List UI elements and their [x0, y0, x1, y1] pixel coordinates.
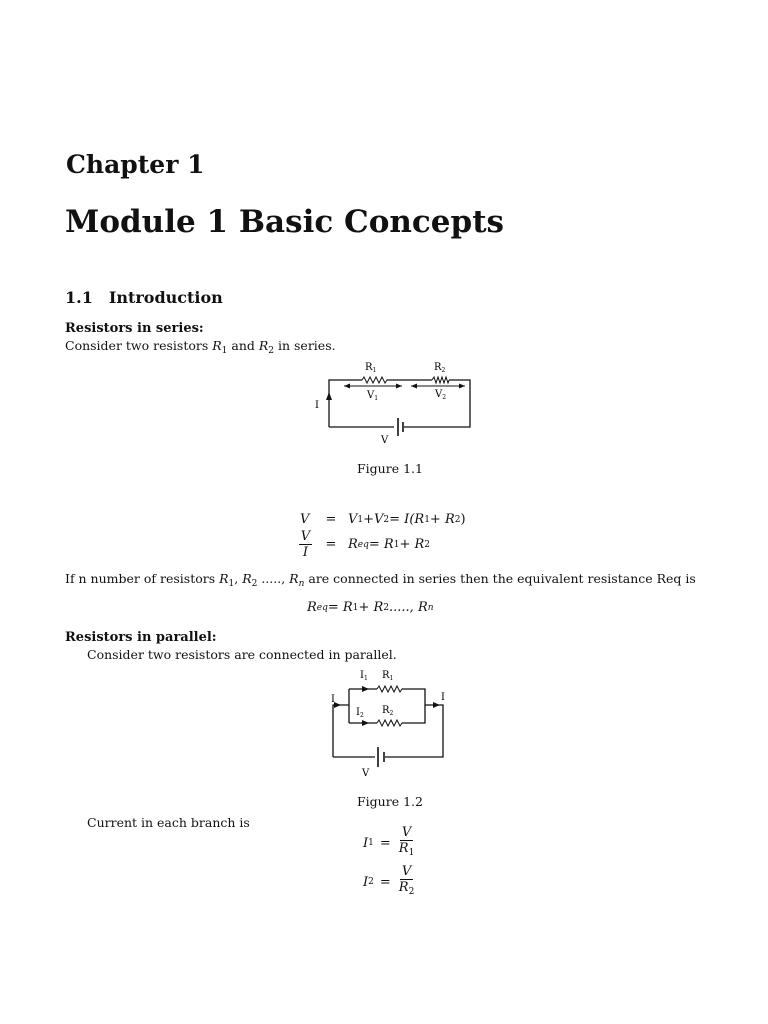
series-intro-r1: R — [212, 338, 222, 353]
section-title: Introduction — [108, 288, 223, 307]
eq-i2-den-r: R — [398, 880, 409, 895]
eq-i1-den-r: R — [398, 841, 409, 856]
eq2-rel: = — [325, 537, 337, 552]
section-heading — [65, 288, 223, 307]
eq-i2-den-sub: 2 — [408, 887, 415, 897]
eq3-n-sub: n — [427, 602, 434, 613]
eq2-fraction — [297, 529, 314, 560]
eq2-num: V — [300, 529, 311, 544]
figure-1-caption: Figure 1.1 — [357, 461, 423, 476]
eq-i2-lhs: I — [363, 874, 369, 890]
series-intro-r2-sub: 2 — [268, 346, 275, 356]
fig2-i2-label: $I_2$ — [356, 707, 364, 719]
general-dots: ....., — [257, 571, 290, 586]
eq1-a-sub: 1 — [357, 514, 364, 525]
eq3-rest: = R — [327, 600, 353, 615]
eq-i1-lhs-sub: 1 — [368, 838, 374, 848]
eq1-rest2: + R — [429, 512, 455, 527]
series-equation-3 — [307, 600, 434, 615]
series-heading: Resistors in series: — [65, 321, 204, 336]
parallel-intro: Consider two resistors are connected in parallel. — [87, 647, 397, 662]
section-number: 1.1 — [65, 288, 93, 307]
eq-i2-lhs-sub: 2 — [368, 877, 374, 887]
fig1-r1-label: $R_1$ — [365, 362, 377, 374]
series-intro-after: in series. — [274, 338, 336, 353]
series-equation-1 — [300, 512, 466, 527]
series-circuit-figure — [310, 356, 480, 448]
series-equation-2 — [297, 529, 430, 560]
eq-i1-fraction — [397, 825, 417, 861]
eq2-b-sub: 2 — [424, 539, 431, 550]
eq-i1-den — [397, 841, 417, 861]
equation-i2 — [363, 864, 416, 900]
fig2-current-in-label: I — [331, 694, 335, 705]
series-intro — [65, 338, 336, 356]
series-intro-r1-sub: 1 — [221, 346, 228, 356]
eq1-b: V — [374, 512, 384, 527]
parallel-heading: Resistors in parallel: — [65, 630, 217, 645]
fig1-v1-label: $V_1$ — [367, 390, 379, 402]
eq3-lhs: R — [307, 600, 317, 615]
eq-i2-fraction — [397, 864, 417, 900]
series-general-text — [65, 571, 696, 589]
fig1-voltage-label: V — [381, 435, 389, 446]
series-intro-mid: and — [227, 338, 259, 353]
general-c1: , — [234, 571, 243, 586]
current-branch-text: Current in each branch is — [87, 815, 250, 830]
fig2-r2-label: $R_2$ — [382, 705, 394, 717]
fig2-r1-label: $R_1$ — [382, 670, 394, 682]
fig2-current-out-label: I — [441, 692, 445, 703]
parallel-circuit-figure — [325, 665, 455, 780]
eq1-lhs: V — [300, 512, 310, 527]
eq3-b-sub: 2 — [383, 602, 390, 613]
general-rn-sub: n — [298, 579, 305, 589]
eq2-lhs: R — [348, 537, 358, 552]
fig2-voltage-label: V — [362, 768, 370, 779]
eq2-rest2: + R — [399, 537, 425, 552]
series-intro-text: Consider two resistors — [65, 338, 213, 353]
eq2-a-sub: 1 — [393, 539, 400, 550]
eq2-lhs-sub: eq — [357, 539, 369, 550]
fig1-v2-label: $V_2$ — [435, 389, 447, 401]
eq-i2-rel: = — [379, 874, 391, 890]
fig1-current-label: I — [315, 400, 319, 411]
eq1-rel: = — [325, 512, 337, 527]
eq-i1-lhs: I — [363, 835, 369, 851]
general-r2-sub: 2 — [251, 579, 258, 589]
general-p2: are connected in series then the equivalent resistance Req is — [304, 571, 696, 586]
general-r1: R — [219, 571, 229, 586]
eq1-a: V — [348, 512, 358, 527]
eq3-lhs-sub: eq — [316, 602, 328, 613]
equation-i1 — [363, 825, 416, 861]
general-rn: R — [289, 571, 299, 586]
eq1-close: ) — [460, 512, 466, 527]
fig1-r2-label: $R_2$ — [434, 362, 446, 374]
eq2-den: I — [302, 545, 309, 560]
page-title: Module 1 Basic Concepts — [65, 204, 504, 240]
eq1-plus: + — [363, 512, 375, 527]
eq-i2-den — [397, 880, 417, 900]
eq-i1-rel: = — [379, 835, 391, 851]
eq-i2-num: V — [401, 864, 412, 879]
eq1-c-sub: 1 — [424, 514, 430, 525]
fig2-i1-label: $I_1$ — [360, 670, 368, 682]
eq1-b-sub: 2 — [383, 514, 390, 525]
chapter-label: Chapter 1 — [66, 150, 205, 179]
eq1-rest: = I(R — [389, 512, 425, 527]
eq3-rest2: + R — [358, 600, 384, 615]
eq-i1-num: V — [401, 825, 412, 840]
eq3-dots: ....., R — [389, 600, 428, 615]
series-intro-r2: R — [258, 338, 269, 353]
eq2-rest: = R — [368, 537, 394, 552]
eq-i1-den-sub: 1 — [408, 848, 415, 858]
eq3-a-sub: 1 — [352, 602, 359, 613]
figure-2-caption: Figure 1.2 — [357, 794, 423, 809]
eq1-d-sub: 2 — [454, 514, 461, 525]
general-r1-sub: 1 — [228, 579, 235, 589]
general-p1: If n number of resistors — [65, 571, 220, 586]
general-r2: R — [242, 571, 252, 586]
